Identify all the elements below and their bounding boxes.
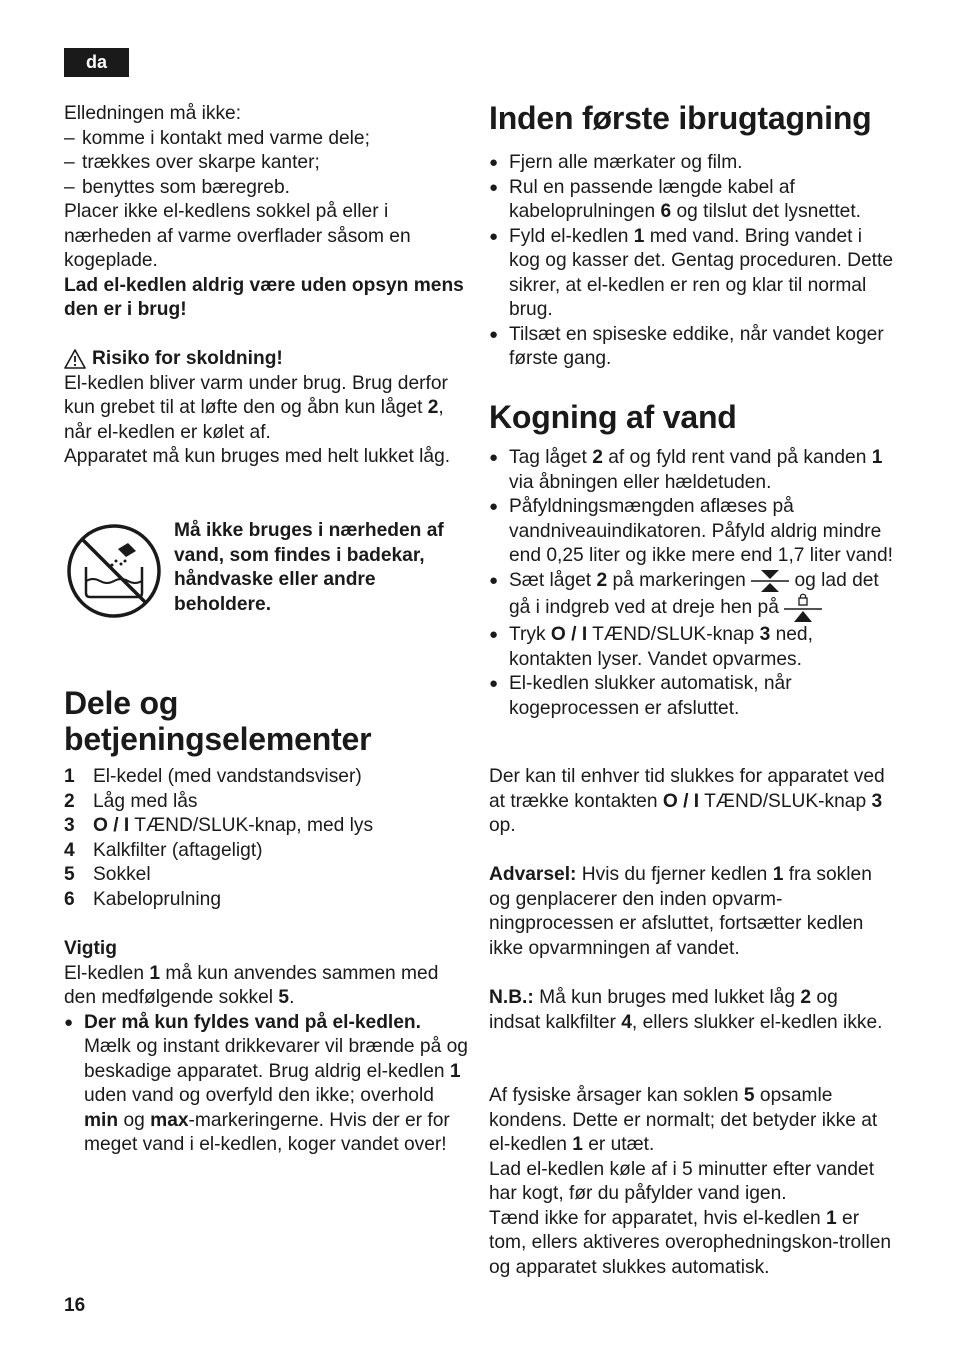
parts-list	[64, 765, 469, 912]
lid-marking-icon	[751, 569, 789, 593]
cord-warnings	[64, 102, 469, 323]
list-item: ● Påfyldningsmængden aflæses på vandniveauindikatoren. Påfyld aldrig mindre end 0,25 liter og ikke mere end 1,7 liter vand!	[489, 496, 893, 566]
cool-text: Lad el-kedlen køle af i 5 minutter efter vandet har kogt, før du påfylder vand igen.	[489, 1158, 875, 1204]
list-item: ● Tilsæt en spiseske eddike, når vandet koger første gang.	[489, 323, 884, 369]
list-item: ● Tag låget 2 af og fyld rent vand på kanden 1 via åbningen eller hældetuden.	[489, 447, 883, 493]
warning-text: Advarsel: Hvis du fjerner kedlen 1 fra soklen og genplacerer den inden opvarm-ningprocessen er afsluttet, fortsætter kedlen ikke opvarmningen af vandet.	[489, 864, 872, 959]
list-item: 1 El-kedel (med vandstandsviser)	[64, 766, 362, 787]
condensation-text: Af fysiske årsager kan soklen 5 opsamle kondens. Dette er normalt; det betyder ikke at el-kedlen 1 er utæt.	[489, 1085, 878, 1155]
supervision-warning: Lad el-kedlen aldrig være uden opsyn mens den er i brug!	[64, 274, 464, 320]
boil-list	[489, 446, 894, 721]
no-water-icon	[66, 523, 162, 619]
parts-heading: Dele og betjeningselementer	[64, 685, 372, 757]
note-text: N.B.: Må kun bruges med lukket låg 2 og indsat kalkfilter 4, ellers slukker el-kedlen ikke.	[489, 987, 883, 1033]
lock-marking-icon	[784, 593, 822, 623]
cord-item: – benyttes som bæregreb.	[64, 176, 290, 198]
list-item: 5 Sokkel	[64, 864, 151, 885]
list-item: ● Rul en passende længde kabel af kabeloprulningen 6 og tilslut det lysnettet.	[489, 176, 862, 222]
lid-closed-text: Apparatet må kun bruges med helt lukket låg.	[64, 446, 451, 467]
list-item: ● Fyld el-kedlen 1 med vand. Bring vandet i kog og kasser det. Gentag proceduren. Dette sikrer, at el-kedlen er ren og klar til normal brug.	[489, 225, 893, 320]
first-use-list	[489, 151, 894, 372]
list-item: 2 Låg med lås	[64, 790, 198, 812]
list-item: ● El-kedlen slukker automatisk, når kogeprocessen er afsluttet.	[489, 673, 792, 719]
placement-text: Placer ikke el-kedlens sokkel på eller i nærheden af varme overflader såsom en kogeplade.	[64, 201, 411, 271]
cord-item: – komme i kontakt med varme dele;	[64, 127, 370, 149]
switch-off-text: Der kan til enhver tid slukkes for apparatet ved at trække kontakten O / I TÆND/SLUK-knap 3 op.	[489, 766, 885, 836]
list-item: 4 Kalkfilter (aftageligt)	[64, 839, 263, 861]
dry-text: Tænd ikke for apparatet, hvis el-kedlen 1 er tom, ellers aktiveres overophedningskon-trollen og apparatet slukkes automatisk.	[489, 1207, 892, 1278]
scald-title: Risiko for skoldning!	[64, 347, 469, 372]
scald-section	[64, 347, 469, 470]
cord-item: – trækkes over skarpe kanter;	[64, 152, 320, 173]
condensation-section	[489, 1084, 894, 1280]
water-warning: Må ikke bruges i nærheden af vand, som findes i badekar, håndvaske eller andre beholdere.	[174, 520, 444, 615]
list-item: ● Der må kun fyldes vand på el-kedlen. Mælk og instant drikkevarer vil brænde på og beskadige apparatet. Brug aldrig el-kedlen 1 uden vand og overfyld den ikke; overhold min og max-markeringerne. Hvis der er for meget vand i el-kedlen, koger vandet over!	[64, 1011, 468, 1155]
language-tag: da	[64, 48, 129, 77]
list-item: ● Sæt låget 2 på markeringen og lad det gå i indgreb ved at dreje hen på	[489, 569, 894, 624]
important-section	[64, 937, 469, 1158]
important-title: Vigtig	[64, 938, 117, 959]
list-item: ● Fjern alle mærkater og film.	[489, 152, 743, 173]
boil-heading: Kogning af vand	[489, 399, 737, 435]
list-item: 3 O / I TÆND/SLUK-knap, med lys	[64, 815, 374, 836]
list-item: 6 Kabeloprulning	[64, 888, 222, 910]
cord-intro: Elledningen må ikke:	[64, 103, 242, 124]
scald-text: El-kedlen bliver varm under brug. Brug derfor kun grebet til at løfte den og åbn kun låget 2, når el-kedlen er kølet af.	[64, 372, 448, 443]
page-number: 16	[64, 1295, 86, 1316]
warning-triangle-icon	[64, 349, 86, 369]
list-item: ● Tryk O / I TÆND/SLUK-knap 3 ned, kontakten lyser. Vandet opvarmes.	[489, 624, 813, 670]
first-use-heading: Inden første ibrugtagning	[489, 100, 872, 136]
important-text: El-kedlen 1 må kun anvendes sammen med den medfølgende sokkel 5.	[64, 962, 439, 1008]
